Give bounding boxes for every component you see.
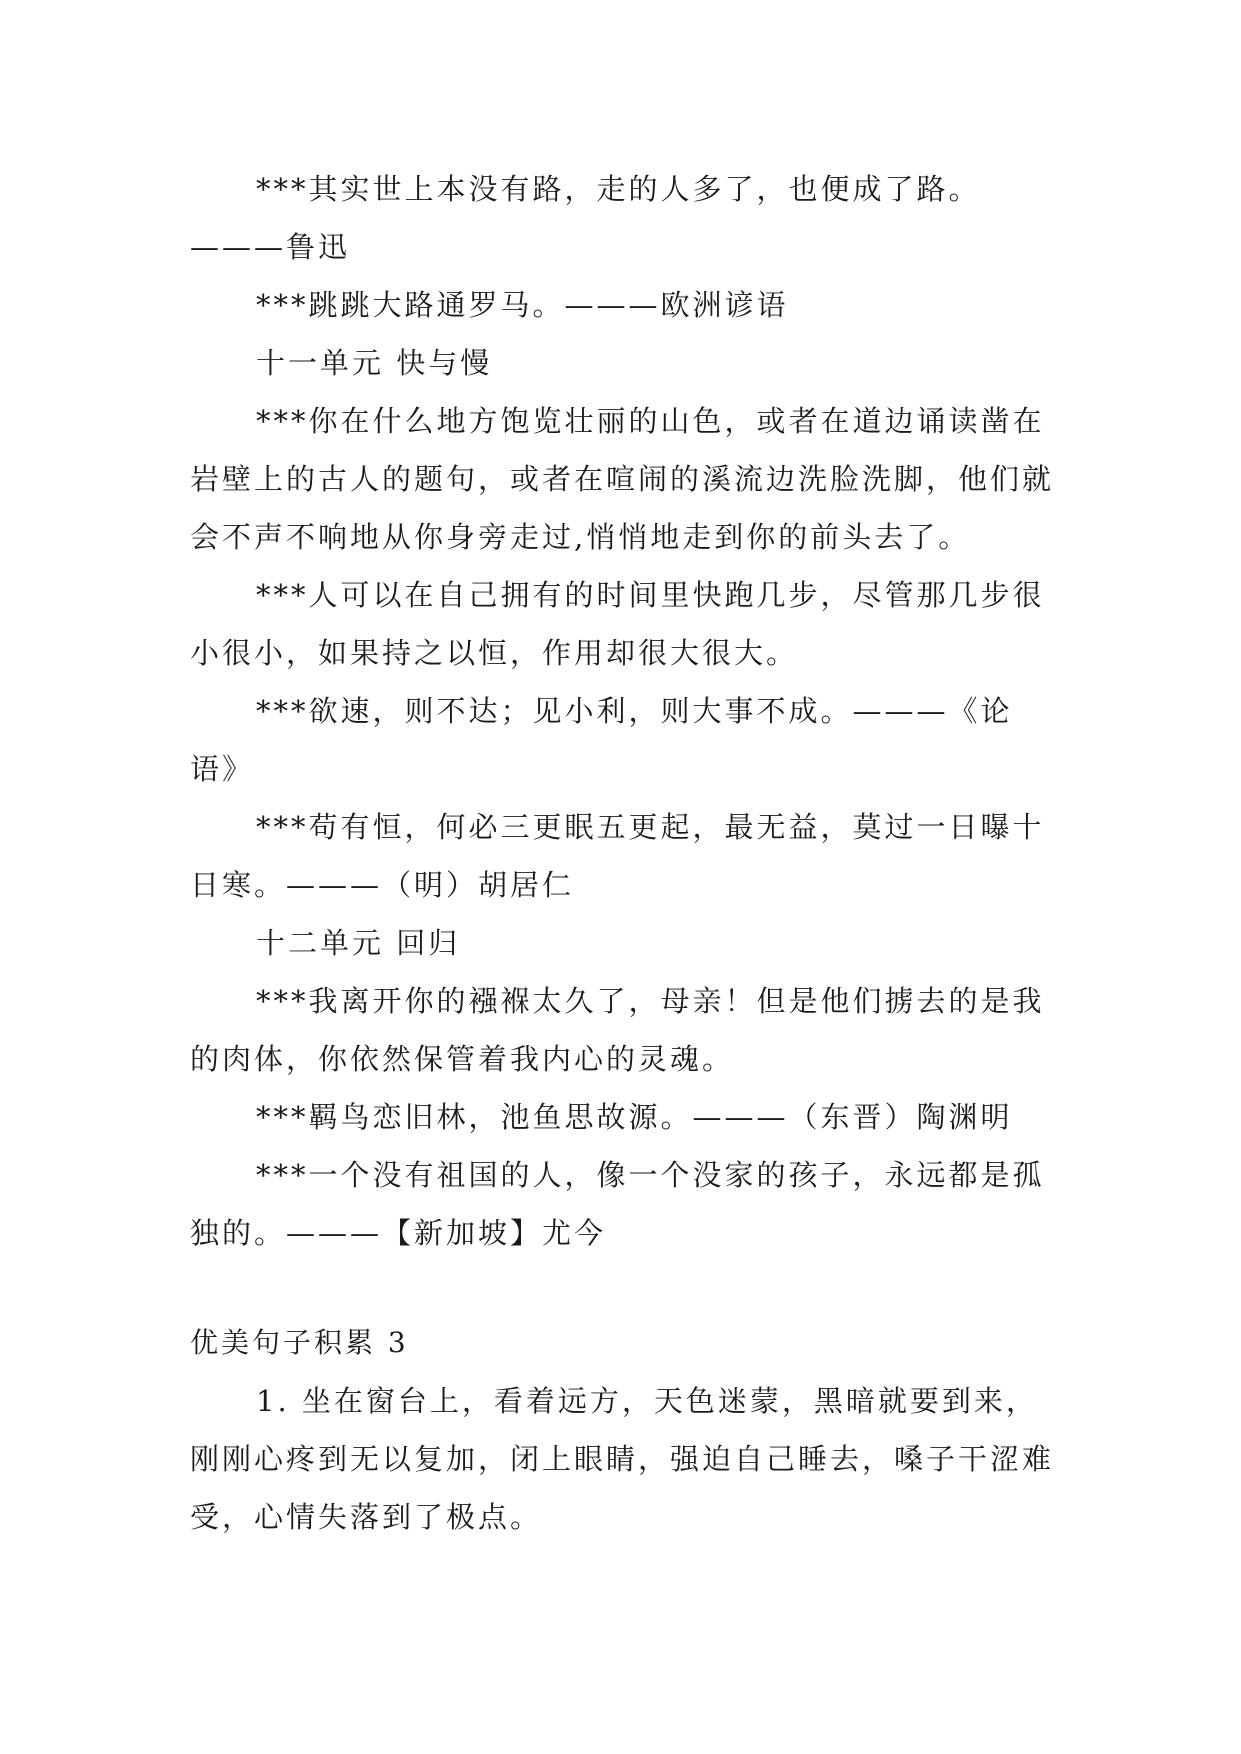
- unit-heading: 十二单元 回归: [256, 926, 461, 960]
- quote-paragraph: ***其实世上本没有路，走的人多了，也便成了路。———鲁迅: [190, 172, 981, 264]
- quote-paragraph: ***你在什么地方饱览壮丽的山色，或者在道边诵读凿在岩壁上的古人的题句，或者在喧闹的溪流边洗脸洗脚，他们就会不声不响地从你身旁走过,悄悄地走到你的前头去了。: [190, 404, 1055, 554]
- section-spacer: [190, 1262, 1060, 1314]
- quote-paragraph: ***欲速，则不达；见小利，则大事不成。———《论语》: [190, 694, 1013, 786]
- quote-paragraph: ***我离开你的襁褓太久了，母亲！但是他们掳去的是我的肉体，你依然保管着我内心的灵魂。: [190, 984, 1045, 1076]
- numbered-item: 1. 坐在窗台上，看着远方，天色迷蒙，黑暗就要到来，刚刚心疼到无以复加，闭上眼睛，强迫自己睡去，嗓子干涩难受，心情失落到了极点。: [190, 1384, 1055, 1534]
- quote-paragraph: ***人可以在自己拥有的时间里快跑几步，尽管那几步很小很小，如果持之以恒，作用却很大很大。: [190, 578, 1045, 670]
- section-title: 优美句子积累 3: [190, 1326, 409, 1359]
- quote-paragraph: ***羁鸟恋旧林，池鱼思故源。———（东晋）陶渊明: [256, 1100, 1013, 1134]
- document-page: [190, 160, 1060, 1546]
- quote-paragraph: ***跳跳大路通罗马。———欧洲谚语: [256, 288, 789, 322]
- quote-paragraph: ***一个没有祖国的人，像一个没家的孩子，永远都是孤独的。———【新加坡】尤今: [190, 1158, 1045, 1250]
- quote-paragraph: ***苟有恒，何必三更眠五更起，最无益，莫过一日曝十日寒。———（明）胡居仁: [190, 810, 1045, 902]
- unit-heading: 十一单元 快与慢: [256, 346, 493, 380]
